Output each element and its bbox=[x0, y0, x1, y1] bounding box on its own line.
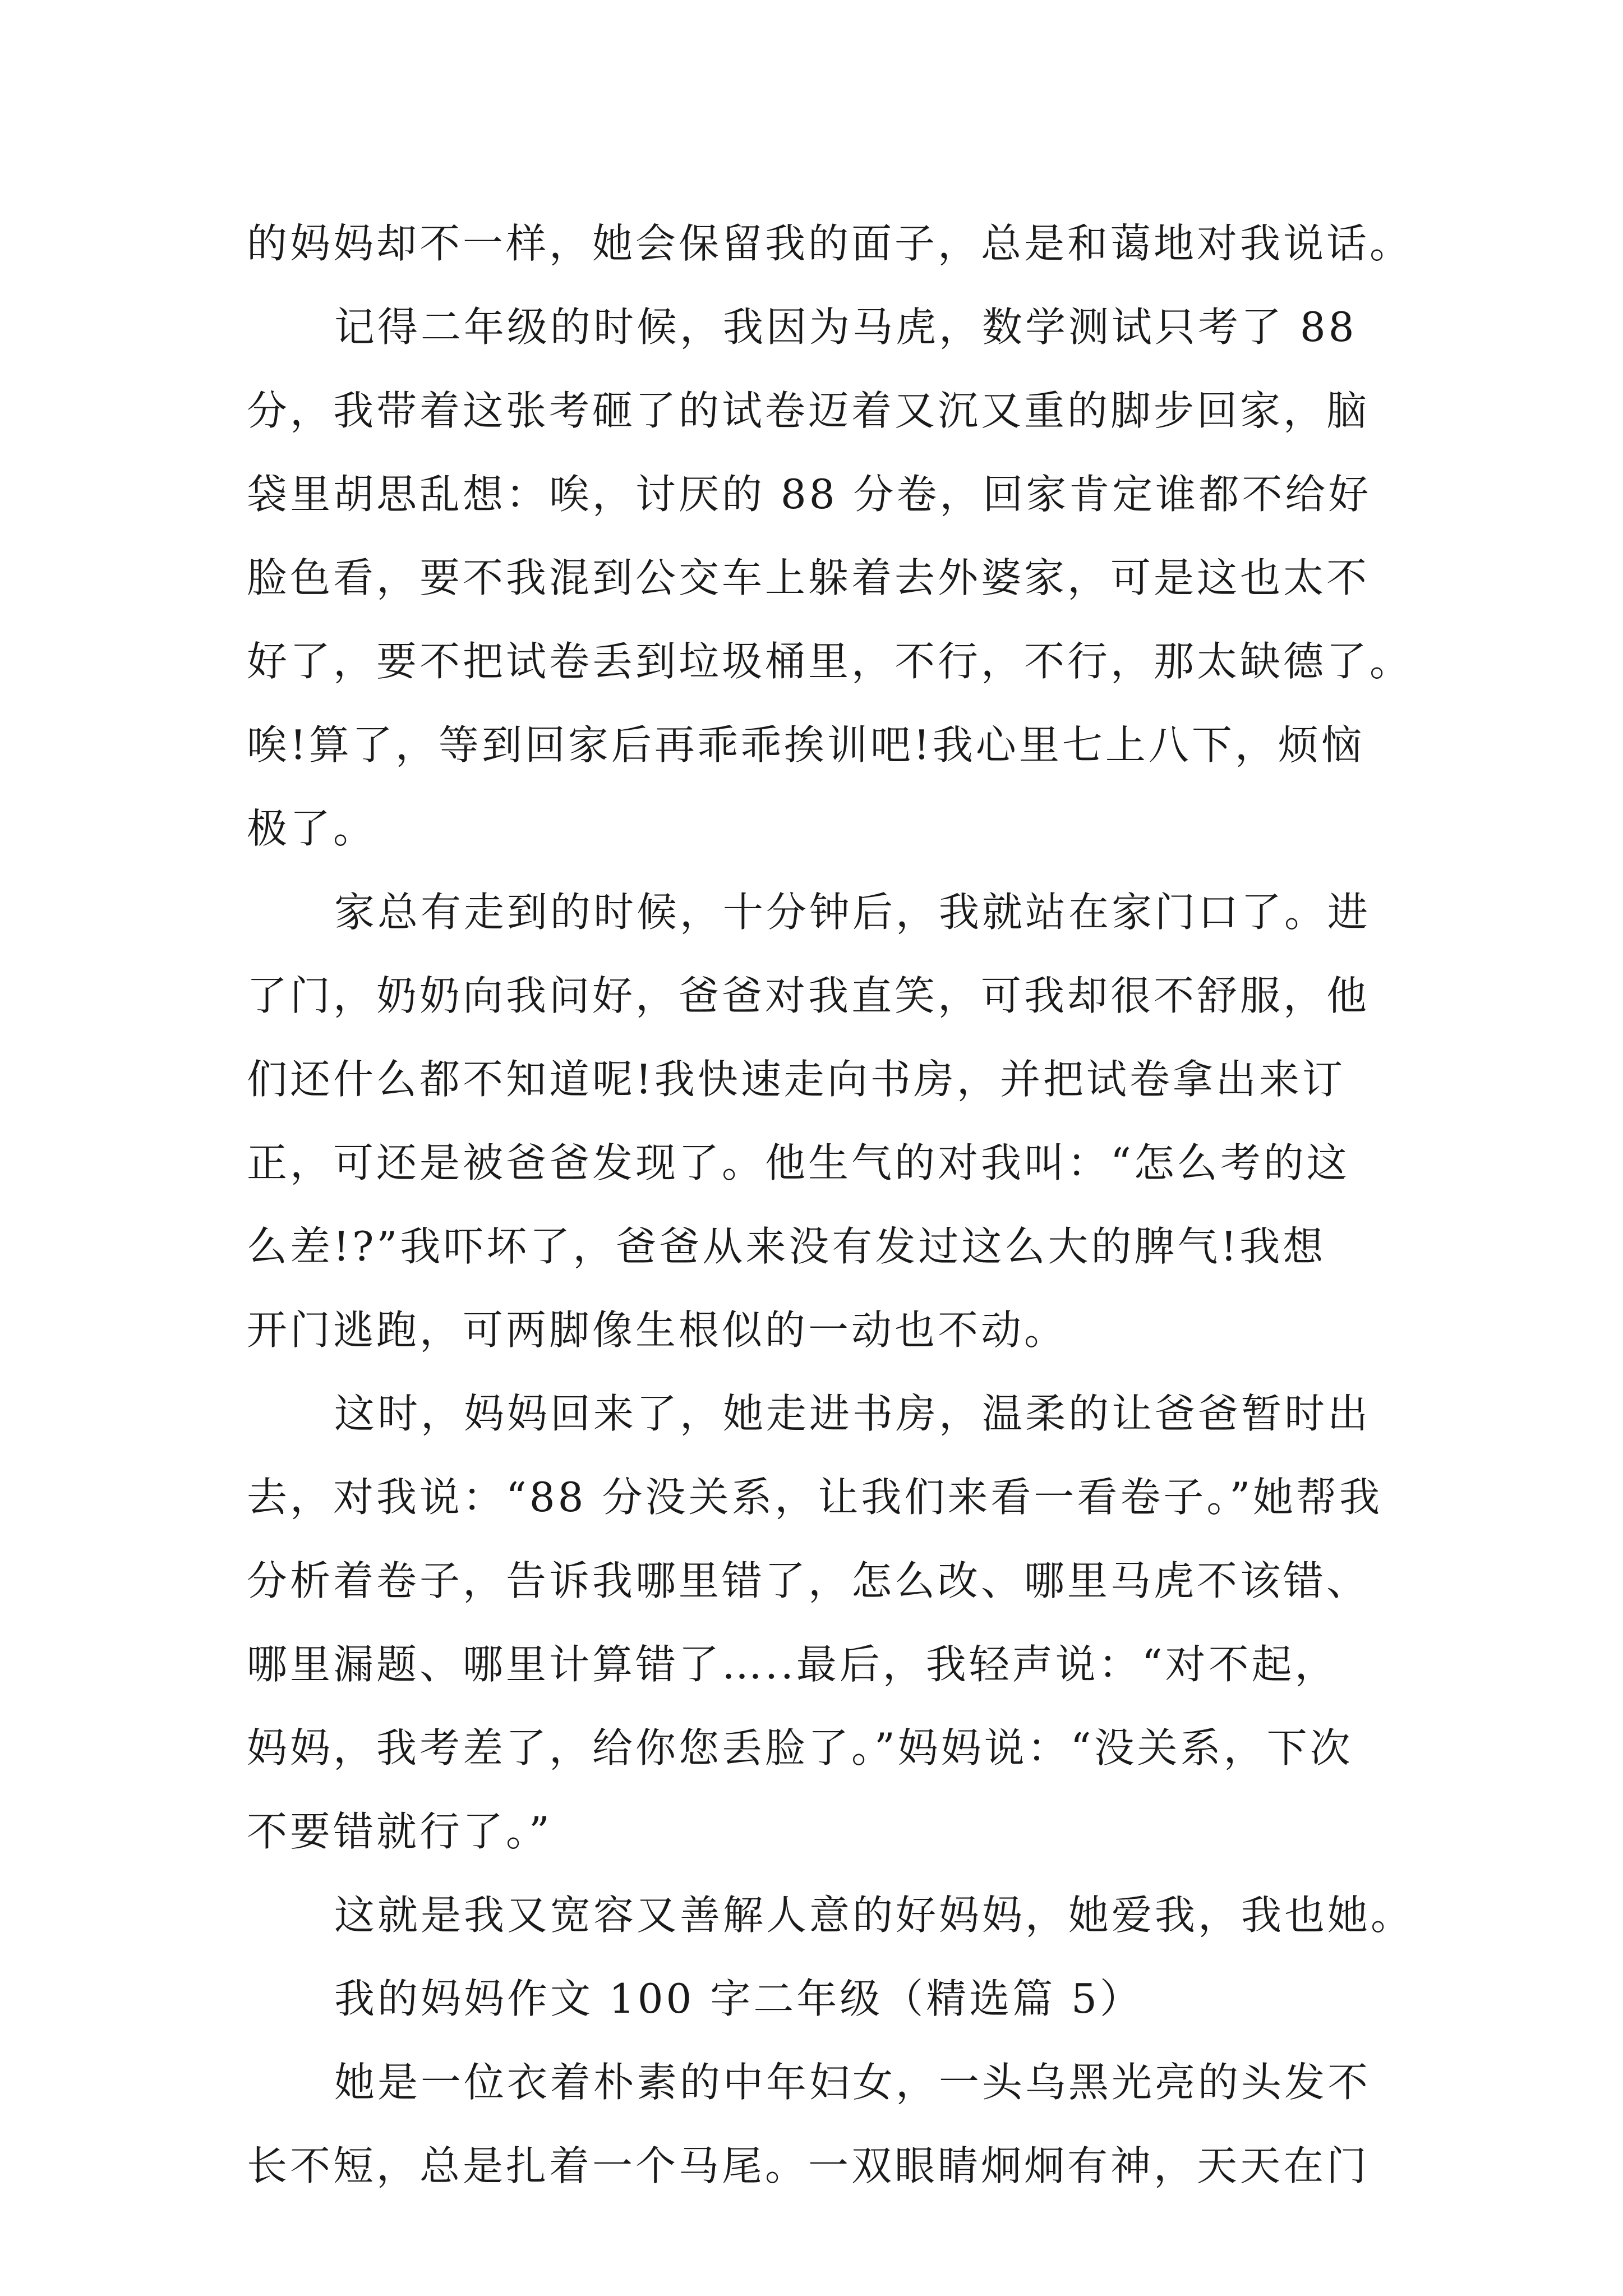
text-line: 分析着卷子，告诉我哪里错了，怎么改、哪里马虎不该错、 bbox=[247, 1557, 1370, 1604]
text-line: 记得二年级的时候，我因为马虎，数学测试只考了 88 bbox=[334, 303, 1357, 351]
text-line: 去，对我说：“88 分没关系，让我们来看一看卷子。”她帮我 bbox=[247, 1474, 1383, 1521]
text-line: 们还什么都不知道呢!我快速走向书房，并把试卷拿出来订 bbox=[247, 1056, 1345, 1103]
text-line: 哪里漏题、哪里计算错了…..最后，我轻声说：“对不起， bbox=[247, 1641, 1338, 1688]
text-line: 不要错就行了。” bbox=[247, 1808, 552, 1855]
text-line: 正，可还是被爸爸发现了。他生气的对我叫：“怎么考的这 bbox=[247, 1139, 1350, 1186]
text-line: 极了。 bbox=[247, 805, 377, 852]
text-line: 这时，妈妈回来了，她走进书房，温柔的让爸爸暂时出 bbox=[334, 1390, 1371, 1437]
text-line: 这就是我又宽容又善解人意的好妈妈，她爱我，我也她。 bbox=[334, 1892, 1414, 1939]
text-line: 她是一位衣着朴素的中年妇女，一头乌黑光亮的头发不 bbox=[334, 2059, 1371, 2106]
text-line: 的妈妈却不一样，她会保留我的面子，总是和蔼地对我说话。 bbox=[247, 220, 1413, 267]
text-line: 长不短，总是扎着一个马尾。一双眼睛炯炯有神，天天在门 bbox=[247, 2142, 1370, 2189]
text-line: 唉!算了，等到回家后再乖乖挨训吧!我心里七上八下，烦恼 bbox=[247, 721, 1364, 769]
text-line: 开门逃跑，可两脚像生根似的一动也不动。 bbox=[247, 1306, 1068, 1354]
text-line: 分，我带着这张考砸了的试卷迈着又沉又重的脚步回家，脑 bbox=[247, 387, 1370, 434]
body-text bbox=[247, 202, 1414, 2208]
text-line: 妈妈，我考差了，给你您丢脸了。”妈妈说：“没关系，下次 bbox=[247, 1724, 1353, 1772]
text-line: 么差!?”我吓坏了，爸爸从来没有发过这么大的脾气!我想 bbox=[247, 1223, 1326, 1270]
text-line: 家总有走到的时候，十分钟后，我就站在家门口了。进 bbox=[334, 889, 1371, 936]
text-line: 好了，要不把试卷丢到垃圾桶里，不行，不行，那太缺德了。 bbox=[247, 638, 1413, 685]
section-heading: 我的妈妈作文 100 字二年级（精选篇 5） bbox=[334, 1975, 1143, 2022]
text-line: 了门，奶奶向我问好，爸爸对我直笑，可我却很不舒服，他 bbox=[247, 972, 1370, 1019]
text-line: 袋里胡思乱想：唉，讨厌的 88 分卷，回家肯定谁都不给好 bbox=[247, 471, 1372, 518]
text-line: 脸色看，要不我混到公交车上躲着去外婆家，可是这也太不 bbox=[247, 554, 1370, 601]
